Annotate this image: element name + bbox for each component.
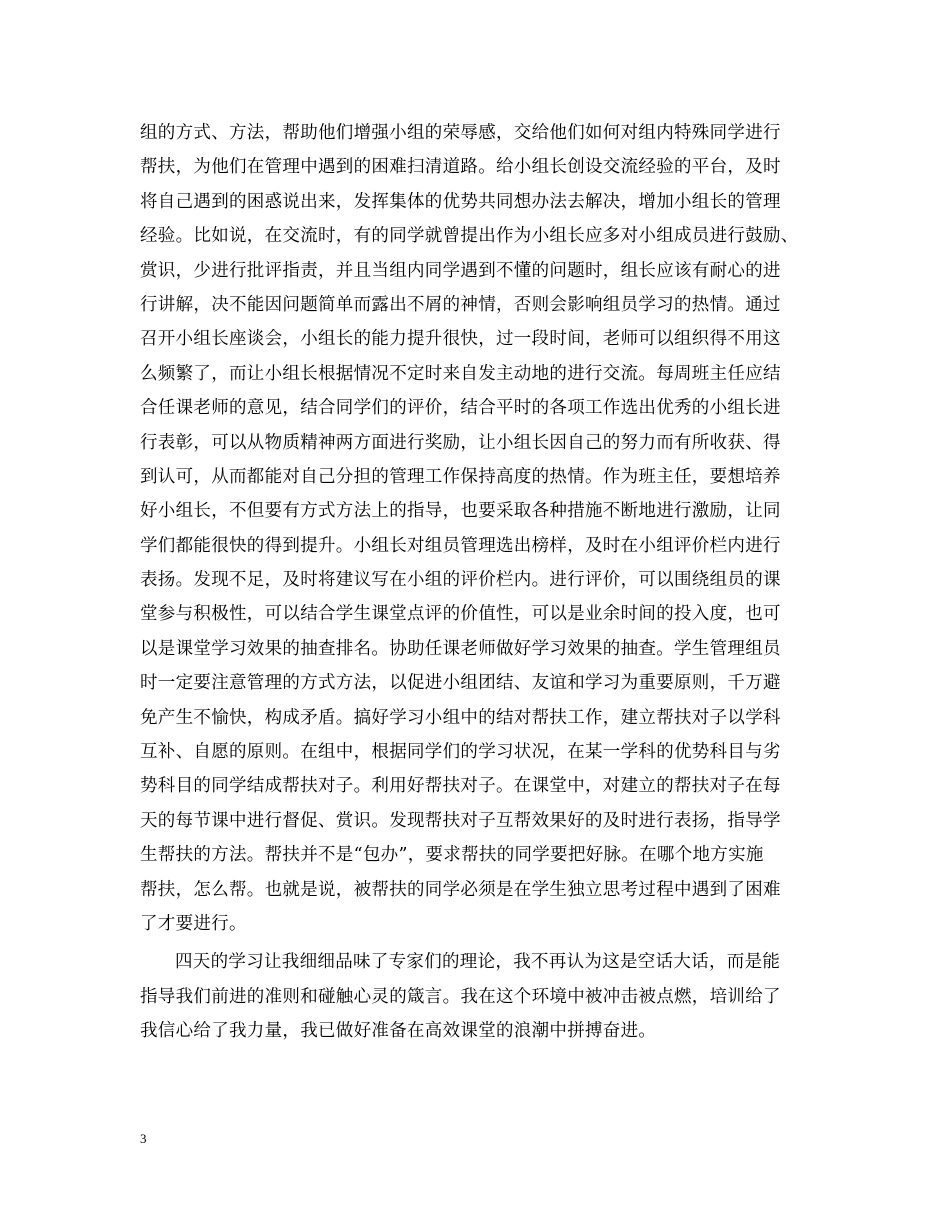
text-line: 行讲解，决不能因问题简单而露出不屑的神情，否则会影响组员学习的热情。通过 xyxy=(140,294,781,315)
text-line: 好小组长，不但要有方式方法上的指导，也要采取各种措施不断地进行激励，让同 xyxy=(140,501,781,522)
text-line: 组的方式、方法，帮助他们增强小组的荣辱感，交给他们如何对组内特殊同学进行 xyxy=(140,123,781,143)
body-text xyxy=(140,116,830,1049)
text-line: 时一定要注意管理的方式方法，以促进小组团结、友谊和学习为重要原则，千万避 xyxy=(140,673,781,694)
text-line: 我信心给了我力量，我已做好准备在高效课堂的浪潮中拼搏奋进。 xyxy=(140,1021,657,1042)
text-line: 将自己遇到的困惑说出来，发挥集体的优势共同想办法去解决，增加小组长的管理 xyxy=(140,191,781,212)
text-line: 行表彰，可以从物质精神两方面进行奖励，让小组长因自己的努力而有所收获、得 xyxy=(140,432,781,453)
text-line: 合任课老师的意见，结合同学们的评价，结合平时的各项工作选出优秀的小组长进 xyxy=(140,398,781,419)
text-line: 帮扶，怎么帮。也就是说，被帮扶的同学必须是在学生独立思考过程中遇到了困难 xyxy=(140,879,781,900)
text-line: 了才要进行。 xyxy=(140,913,247,934)
text-line: 到认可，从而都能对自己分担的管理工作保持高度的热情。作为班主任，要想培养 xyxy=(140,466,781,487)
text-line: 生帮扶的方法。帮扶并不是“包办”，要求帮扶的同学要把好脉。在哪个地方实施 xyxy=(140,845,764,866)
text-line: 学们都能很快的得到提升。小组长对组员管理选出榜样，及时在小组评价栏内进行 xyxy=(140,535,781,556)
text-line: 势科目的同学结成帮扶对子。利用好帮扶对子。在课堂中，对建立的帮扶对子在每 xyxy=(140,776,781,797)
text-line: 指导我们前进的准则和碰触心灵的箴言。我在这个环境中被冲击被点燃，培训给了 xyxy=(140,986,781,1007)
text-line: 天的每节课中进行督促、赏识。发现帮扶对子互帮效果好的及时进行表扬，指导学 xyxy=(140,810,781,831)
text-line: 帮扶，为他们在管理中遇到的困难扫清道路。给小组长创设交流经验的平台，及时 xyxy=(140,157,781,178)
text-line: 召开小组长座谈会，小组长的能力提升很快，过一段时间，老师可以组织得不用这 xyxy=(140,329,781,350)
paragraph-2 xyxy=(140,945,830,1048)
text-line: 赏识，少进行批评指责，并且当组内同学遇到不懂的问题时，组长应该有耐心的进 xyxy=(140,260,781,281)
text-line: 表扬。发现不足，及时将建议写在小组的评价栏内。进行评价，可以围绕组员的课 xyxy=(140,570,781,591)
text-line: 么频繁了，而让小组长根据情况不定时来自发主动地的进行交流。每周班主任应结 xyxy=(140,363,781,384)
text-line: 经验。比如说，在交流时，有的同学就曾提出作为小组长应多对小组成员进行鼓励、 xyxy=(140,226,799,247)
paragraph-1 xyxy=(140,116,830,941)
text-line: 四天的学习让我细细品味了专家们的理论，我不再认为这是空话大话，而是能 xyxy=(175,952,781,973)
text-line: 堂参与积极性，可以结合学生课堂点评的价值性，可以是业余时间的投入度，也可 xyxy=(140,604,781,625)
text-line: 免产生不愉快，构成矛盾。搞好学习小组中的结对帮扶工作，建立帮扶对子以学科 xyxy=(140,707,781,728)
text-line: 互补、自愿的原则。在组中，根据同学们的学习状况，在某一学科的优势科目与劣 xyxy=(140,742,781,763)
page-number: 3 xyxy=(140,1131,147,1146)
text-line: 以是课堂学习效果的抽查排名。协助任课老师做好学习效果的抽查。学生管理组员 xyxy=(140,638,781,659)
